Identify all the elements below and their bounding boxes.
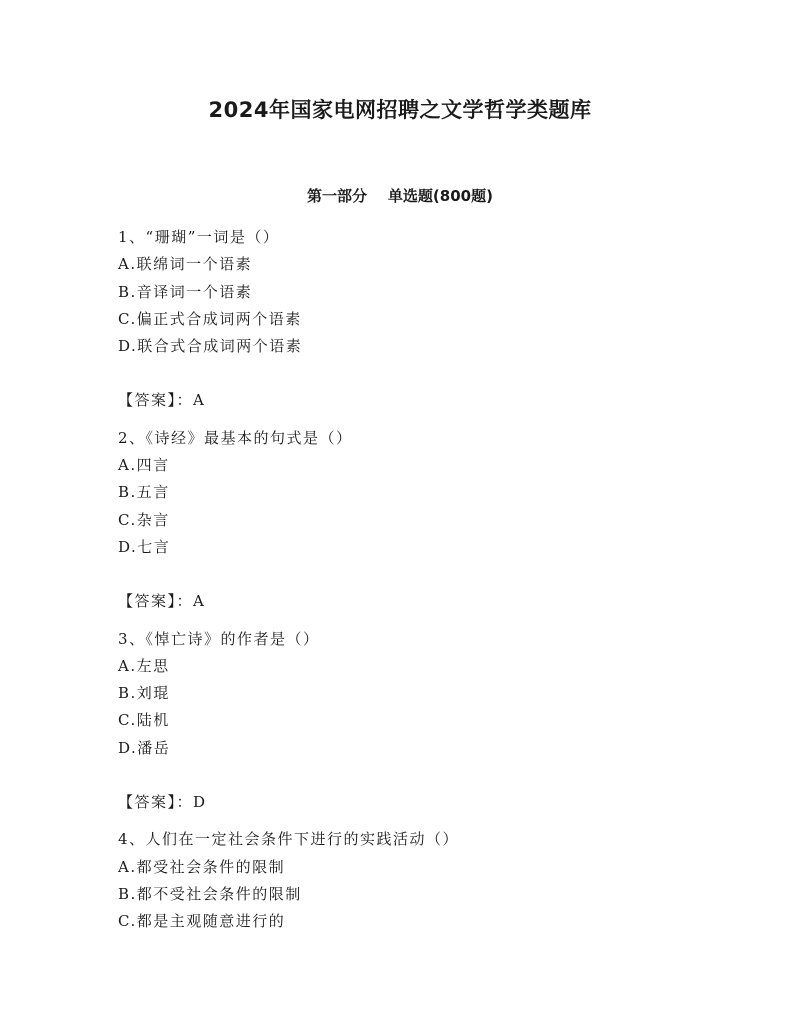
option-a: A.都受社会条件的限制	[118, 857, 286, 876]
question-list	[118, 224, 758, 936]
option-c: C.杂言	[118, 510, 170, 529]
option-d: D.潘岳	[118, 738, 171, 757]
question-2	[118, 425, 758, 616]
question-stem: 2、《诗经》最基本的句式是（）	[118, 428, 353, 447]
option-b: B.刘琨	[118, 684, 170, 703]
answer-line: 【答案】：A	[118, 592, 206, 611]
answer-line: 【答案】：D	[118, 793, 207, 812]
option-d: D.联合式合成词两个语素	[118, 337, 303, 356]
question-stem: 1、“珊瑚”一词是（）	[118, 228, 280, 246]
question-1	[118, 224, 758, 415]
question-stem: 4、人们在一定社会条件下进行的实践活动（）	[118, 830, 460, 849]
option-c: C.偏正式合成词两个语素	[118, 309, 302, 328]
option-c: C.都是主观随意进行的	[118, 912, 286, 931]
option-c: C.陆机	[118, 711, 170, 730]
option-a: A.四言	[118, 456, 170, 475]
option-b: B.五言	[118, 483, 170, 502]
option-b: B.都不受社会条件的限制	[118, 884, 302, 903]
question-3	[118, 626, 758, 817]
option-d: D.七言	[118, 537, 171, 556]
option-a: A.左思	[118, 656, 170, 675]
question-4	[118, 826, 758, 935]
option-b: B.音译词一个语素	[118, 282, 253, 301]
answer-line: 【答案】：A	[118, 391, 206, 410]
document-title: 2024年国家电网招聘之文学哲学类题库	[208, 98, 592, 122]
question-stem: 3、《悼亡诗》的作者是（）	[118, 629, 320, 648]
option-a: A.联绵词一个语素	[118, 255, 253, 274]
section-title: 第一部分 单选题(800题)	[307, 187, 493, 205]
